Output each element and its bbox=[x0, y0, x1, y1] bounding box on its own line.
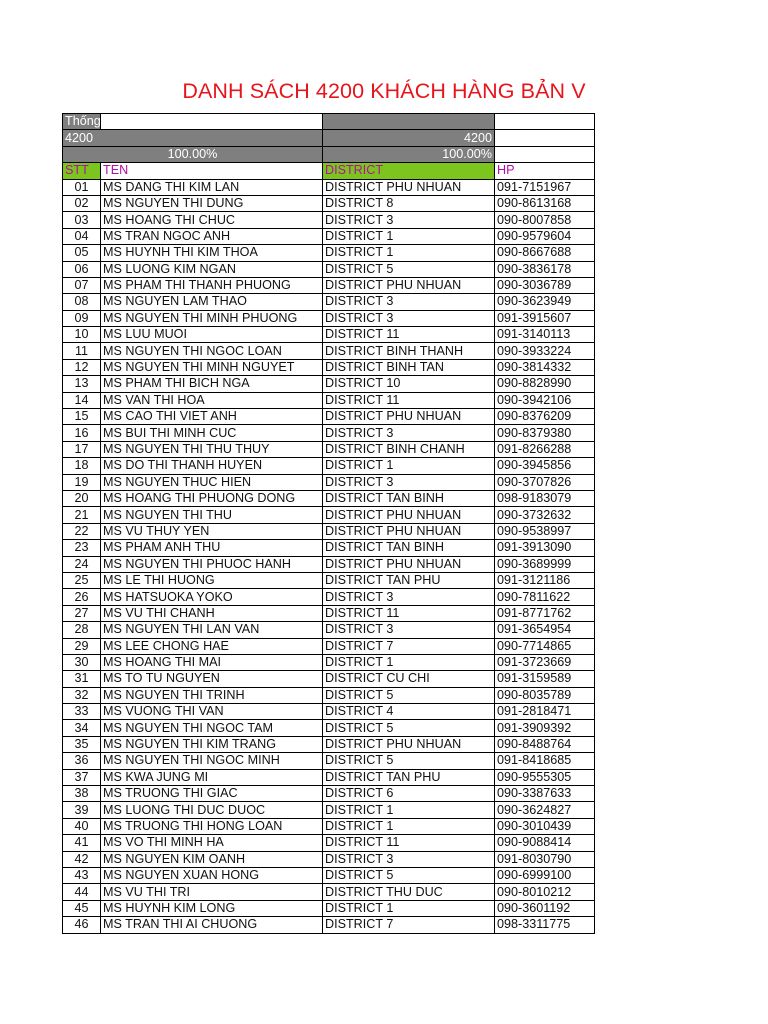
cell-stt: 36 bbox=[63, 753, 101, 769]
table-row bbox=[63, 392, 595, 408]
cell-district: DISTRICT 1 bbox=[323, 818, 495, 834]
cell-name: MS VU THI CHANH bbox=[101, 605, 323, 621]
cell-name: MS PHAM THI THANH PHUONG bbox=[101, 277, 323, 293]
cell-phone: 090-3036789 bbox=[495, 277, 595, 293]
cell-name: MS HOANG THI MAI bbox=[101, 654, 323, 670]
table-row bbox=[63, 671, 595, 687]
cell-stt: 04 bbox=[63, 228, 101, 244]
cell-phone: 091-3159589 bbox=[495, 671, 595, 687]
stats-blank-cell bbox=[323, 114, 495, 130]
cell-stt: 02 bbox=[63, 195, 101, 211]
cell-name: MS HATSUOKA YOKO bbox=[101, 589, 323, 605]
cell-stt: 15 bbox=[63, 409, 101, 425]
cell-district: DISTRICT 3 bbox=[323, 212, 495, 228]
table-row bbox=[63, 310, 595, 326]
stats-blank-cell bbox=[495, 130, 595, 146]
cell-stt: 12 bbox=[63, 359, 101, 375]
cell-stt: 29 bbox=[63, 638, 101, 654]
cell-phone: 090-7811622 bbox=[495, 589, 595, 605]
cell-name: MS VAN THI HOA bbox=[101, 392, 323, 408]
cell-district: DISTRICT 3 bbox=[323, 851, 495, 867]
table-row bbox=[63, 572, 595, 588]
cell-stt: 43 bbox=[63, 867, 101, 883]
cell-name: MS TO TU NGUYEN bbox=[101, 671, 323, 687]
table-row bbox=[63, 851, 595, 867]
cell-district: DISTRICT 1 bbox=[323, 654, 495, 670]
table-row bbox=[63, 376, 595, 392]
cell-district: DISTRICT 3 bbox=[323, 310, 495, 326]
cell-phone: 090-7714865 bbox=[495, 638, 595, 654]
cell-phone: 091-7151967 bbox=[495, 179, 595, 195]
cell-stt: 16 bbox=[63, 425, 101, 441]
table-row bbox=[63, 867, 595, 883]
cell-district: DISTRICT 7 bbox=[323, 638, 495, 654]
cell-name: MS LUONG THI DUC DUOC bbox=[101, 802, 323, 818]
cell-stt: 42 bbox=[63, 851, 101, 867]
table-row bbox=[63, 228, 595, 244]
cell-district: DISTRICT 3 bbox=[323, 294, 495, 310]
cell-stt: 17 bbox=[63, 441, 101, 457]
cell-name: MS LEE CHONG HAE bbox=[101, 638, 323, 654]
cell-phone: 090-8667688 bbox=[495, 245, 595, 261]
cell-stt: 11 bbox=[63, 343, 101, 359]
cell-name: MS NGUYEN XUAN HONG bbox=[101, 867, 323, 883]
cell-district: DISTRICT TAN BINH bbox=[323, 490, 495, 506]
cell-district: DISTRICT BINH THANH bbox=[323, 343, 495, 359]
cell-stt: 01 bbox=[63, 179, 101, 195]
stats-percent-row bbox=[63, 146, 595, 162]
cell-district: DISTRICT 1 bbox=[323, 245, 495, 261]
cell-phone: 091-8418685 bbox=[495, 753, 595, 769]
cell-name: MS NGUYEN THI NGOC TAM bbox=[101, 720, 323, 736]
cell-name: MS NGUYEN THI TRINH bbox=[101, 687, 323, 703]
cell-stt: 27 bbox=[63, 605, 101, 621]
cell-district: DISTRICT BINH CHANH bbox=[323, 441, 495, 457]
cell-name: MS LE THI HUONG bbox=[101, 572, 323, 588]
cell-name: MS NGUYEN THI KIM TRANG bbox=[101, 736, 323, 752]
stats-percent-right: 100.00% bbox=[323, 146, 495, 162]
cell-phone: 090-3836178 bbox=[495, 261, 595, 277]
cell-stt: 38 bbox=[63, 786, 101, 802]
table-row bbox=[63, 769, 595, 785]
cell-phone: 090-3623949 bbox=[495, 294, 595, 310]
cell-stt: 41 bbox=[63, 835, 101, 851]
cell-district: DISTRICT PHU NHUAN bbox=[323, 556, 495, 572]
cell-district: DISTRICT 5 bbox=[323, 753, 495, 769]
cell-phone: 090-3010439 bbox=[495, 818, 595, 834]
cell-name: MS DANG THI KIM LAN bbox=[101, 179, 323, 195]
cell-phone: 091-3654954 bbox=[495, 622, 595, 638]
cell-phone: 090-3387633 bbox=[495, 786, 595, 802]
table-row bbox=[63, 294, 595, 310]
table-row bbox=[63, 425, 595, 441]
cell-stt: 40 bbox=[63, 818, 101, 834]
cell-name: MS NGUYEN LAM THAO bbox=[101, 294, 323, 310]
cell-stt: 18 bbox=[63, 458, 101, 474]
cell-phone: 090-8379380 bbox=[495, 425, 595, 441]
table-row bbox=[63, 277, 595, 293]
stats-count-left: 4200 bbox=[63, 130, 323, 146]
cell-phone: 091-2818471 bbox=[495, 704, 595, 720]
table-row bbox=[63, 802, 595, 818]
cell-phone: 090-3814332 bbox=[495, 359, 595, 375]
cell-phone: 091-8266288 bbox=[495, 441, 595, 457]
table-row bbox=[63, 786, 595, 802]
cell-phone: 090-8488764 bbox=[495, 736, 595, 752]
cell-district: DISTRICT PHU NHUAN bbox=[323, 409, 495, 425]
cell-district: DISTRICT PHU NHUAN bbox=[323, 277, 495, 293]
cell-district: DISTRICT 4 bbox=[323, 704, 495, 720]
cell-district: DISTRICT CU CHI bbox=[323, 671, 495, 687]
header-hp: HP bbox=[495, 163, 595, 179]
customer-table bbox=[62, 113, 595, 934]
cell-phone: 090-8007858 bbox=[495, 212, 595, 228]
cell-phone: 091-3915607 bbox=[495, 310, 595, 326]
cell-name: MS NGUYEN THUC HIEN bbox=[101, 474, 323, 490]
cell-stt: 23 bbox=[63, 540, 101, 556]
table-row bbox=[63, 474, 595, 490]
stats-blank-cell bbox=[495, 114, 595, 130]
table-row bbox=[63, 622, 595, 638]
cell-name: MS NGUYEN THI NGOC MINH bbox=[101, 753, 323, 769]
cell-stt: 45 bbox=[63, 900, 101, 916]
cell-name: MS HUYNH THI KIM THOA bbox=[101, 245, 323, 261]
cell-district: DISTRICT 1 bbox=[323, 458, 495, 474]
cell-name: MS VU THUY YEN bbox=[101, 523, 323, 539]
table-row bbox=[63, 835, 595, 851]
cell-name: MS TRUONG THI GIAC bbox=[101, 786, 323, 802]
cell-name: MS PHAM THI BICH NGA bbox=[101, 376, 323, 392]
table-row bbox=[63, 490, 595, 506]
table-row bbox=[63, 589, 595, 605]
cell-stt: 30 bbox=[63, 654, 101, 670]
cell-name: MS NGUYEN THI NGOC LOAN bbox=[101, 343, 323, 359]
cell-district: DISTRICT 11 bbox=[323, 835, 495, 851]
cell-district: DISTRICT PHU NHUAN bbox=[323, 507, 495, 523]
table-row bbox=[63, 409, 595, 425]
page-title: DANH SÁCH 4200 KHÁCH HÀNG BẢN V bbox=[182, 79, 586, 103]
cell-name: MS HOANG THI CHUC bbox=[101, 212, 323, 228]
cell-district: DISTRICT PHU NHUAN bbox=[323, 179, 495, 195]
table-row bbox=[63, 261, 595, 277]
cell-phone: 090-3942106 bbox=[495, 392, 595, 408]
cell-name: MS NGUYEN THI MINH PHUONG bbox=[101, 310, 323, 326]
cell-phone: 091-3913090 bbox=[495, 540, 595, 556]
cell-stt: 21 bbox=[63, 507, 101, 523]
cell-phone: 090-3732632 bbox=[495, 507, 595, 523]
cell-name: MS HUYNH KIM LONG bbox=[101, 900, 323, 916]
cell-district: DISTRICT 3 bbox=[323, 425, 495, 441]
cell-name: MS NGUYEN THI LAN VAN bbox=[101, 622, 323, 638]
table-row bbox=[63, 900, 595, 916]
stats-count-right: 4200 bbox=[323, 130, 495, 146]
cell-phone: 090-3624827 bbox=[495, 802, 595, 818]
cell-district: DISTRICT PHU NHUAN bbox=[323, 736, 495, 752]
cell-district: DISTRICT 5 bbox=[323, 261, 495, 277]
table-row bbox=[63, 753, 595, 769]
cell-district: DISTRICT 1 bbox=[323, 228, 495, 244]
table-row bbox=[63, 195, 595, 211]
cell-district: DISTRICT 5 bbox=[323, 687, 495, 703]
cell-stt: 44 bbox=[63, 884, 101, 900]
cell-phone: 090-8010212 bbox=[495, 884, 595, 900]
cell-name: MS VUONG THI VAN bbox=[101, 704, 323, 720]
cell-phone: 090-3689999 bbox=[495, 556, 595, 572]
cell-name: MS BUI THI MINH CUC bbox=[101, 425, 323, 441]
cell-district: DISTRICT TAN PHU bbox=[323, 769, 495, 785]
cell-phone: 090-9579604 bbox=[495, 228, 595, 244]
table-row bbox=[63, 917, 595, 933]
cell-name: MS CAO THI VIET ANH bbox=[101, 409, 323, 425]
table-row bbox=[63, 245, 595, 261]
cell-phone: 091-8030790 bbox=[495, 851, 595, 867]
cell-phone: 098-9183079 bbox=[495, 490, 595, 506]
cell-phone: 090-8613168 bbox=[495, 195, 595, 211]
cell-district: DISTRICT 10 bbox=[323, 376, 495, 392]
cell-district: DISTRICT 5 bbox=[323, 720, 495, 736]
cell-stt: 34 bbox=[63, 720, 101, 736]
cell-district: DISTRICT BINH TAN bbox=[323, 359, 495, 375]
cell-stt: 10 bbox=[63, 327, 101, 343]
cell-phone: 090-3945856 bbox=[495, 458, 595, 474]
table-row bbox=[63, 884, 595, 900]
cell-stt: 46 bbox=[63, 917, 101, 933]
table-row bbox=[63, 359, 595, 375]
cell-name: MS VU THI TRI bbox=[101, 884, 323, 900]
cell-stt: 05 bbox=[63, 245, 101, 261]
cell-district: DISTRICT 1 bbox=[323, 802, 495, 818]
cell-phone: 090-9538997 bbox=[495, 523, 595, 539]
cell-phone: 090-8828990 bbox=[495, 376, 595, 392]
cell-name: MS VO THI MINH HA bbox=[101, 835, 323, 851]
table-row bbox=[63, 638, 595, 654]
cell-district: DISTRICT 7 bbox=[323, 917, 495, 933]
table-row bbox=[63, 556, 595, 572]
table-header-row bbox=[63, 163, 595, 179]
cell-stt: 32 bbox=[63, 687, 101, 703]
cell-district: DISTRICT TAN PHU bbox=[323, 572, 495, 588]
table-row bbox=[63, 458, 595, 474]
table-row bbox=[63, 704, 595, 720]
table-row bbox=[63, 687, 595, 703]
stats-count-row bbox=[63, 130, 595, 146]
stats-label: Thống kê/Tỷ lệ bbox=[63, 114, 101, 130]
cell-district: DISTRICT 11 bbox=[323, 392, 495, 408]
cell-stt: 14 bbox=[63, 392, 101, 408]
cell-name: MS LUONG KIM NGAN bbox=[101, 261, 323, 277]
cell-name: MS TRAN THI AI CHUONG bbox=[101, 917, 323, 933]
cell-phone: 090-6999100 bbox=[495, 867, 595, 883]
table-row bbox=[63, 736, 595, 752]
cell-phone: 098-3311775 bbox=[495, 917, 595, 933]
cell-name: MS NGUYEN KIM OANH bbox=[101, 851, 323, 867]
cell-name: MS DO THI THANH HUYEN bbox=[101, 458, 323, 474]
cell-stt: 13 bbox=[63, 376, 101, 392]
cell-phone: 091-8771762 bbox=[495, 605, 595, 621]
cell-name: MS NGUYEN THI THU bbox=[101, 507, 323, 523]
cell-phone: 090-8035789 bbox=[495, 687, 595, 703]
table-row bbox=[63, 540, 595, 556]
cell-phone: 091-3909392 bbox=[495, 720, 595, 736]
cell-district: DISTRICT 11 bbox=[323, 605, 495, 621]
cell-name: MS TRUONG THI HONG LOAN bbox=[101, 818, 323, 834]
cell-phone: 091-3140113 bbox=[495, 327, 595, 343]
cell-district: DISTRICT 3 bbox=[323, 622, 495, 638]
cell-district: DISTRICT 3 bbox=[323, 589, 495, 605]
cell-district: DISTRICT 6 bbox=[323, 786, 495, 802]
table-row bbox=[63, 212, 595, 228]
header-district: DISTRICT bbox=[323, 163, 495, 179]
cell-stt: 09 bbox=[63, 310, 101, 326]
cell-phone: 091-3121186 bbox=[495, 572, 595, 588]
cell-stt: 26 bbox=[63, 589, 101, 605]
cell-district: DISTRICT PHU NHUAN bbox=[323, 523, 495, 539]
cell-stt: 25 bbox=[63, 572, 101, 588]
cell-name: MS KWA JUNG MI bbox=[101, 769, 323, 785]
cell-stt: 06 bbox=[63, 261, 101, 277]
cell-name: MS PHAM ANH THU bbox=[101, 540, 323, 556]
cell-name: MS TRAN NGOC ANH bbox=[101, 228, 323, 244]
table-row bbox=[63, 720, 595, 736]
cell-phone: 090-3933224 bbox=[495, 343, 595, 359]
table-row bbox=[63, 343, 595, 359]
cell-stt: 19 bbox=[63, 474, 101, 490]
cell-district: DISTRICT 11 bbox=[323, 327, 495, 343]
table-row bbox=[63, 507, 595, 523]
table-row bbox=[63, 179, 595, 195]
stats-percent-left: 100.00% bbox=[63, 146, 323, 162]
cell-stt: 28 bbox=[63, 622, 101, 638]
stats-label-row bbox=[63, 114, 595, 130]
cell-stt: 08 bbox=[63, 294, 101, 310]
cell-stt: 22 bbox=[63, 523, 101, 539]
cell-stt: 37 bbox=[63, 769, 101, 785]
header-ten: TEN bbox=[101, 163, 323, 179]
table-row bbox=[63, 441, 595, 457]
cell-phone: 090-8376209 bbox=[495, 409, 595, 425]
cell-stt: 24 bbox=[63, 556, 101, 572]
cell-name: MS HOANG THI PHUONG DONG bbox=[101, 490, 323, 506]
cell-name: MS NGUYEN THI PHUOC HANH bbox=[101, 556, 323, 572]
cell-district: DISTRICT TAN BINH bbox=[323, 540, 495, 556]
table-row bbox=[63, 654, 595, 670]
table-row bbox=[63, 818, 595, 834]
cell-stt: 39 bbox=[63, 802, 101, 818]
cell-district: DISTRICT 8 bbox=[323, 195, 495, 211]
cell-district: DISTRICT 3 bbox=[323, 474, 495, 490]
cell-stt: 03 bbox=[63, 212, 101, 228]
cell-district: DISTRICT 5 bbox=[323, 867, 495, 883]
table-row bbox=[63, 605, 595, 621]
cell-name: MS LUU MUOI bbox=[101, 327, 323, 343]
cell-name: MS NGUYEN THI DUNG bbox=[101, 195, 323, 211]
cell-phone: 090-9088414 bbox=[495, 835, 595, 851]
cell-stt: 33 bbox=[63, 704, 101, 720]
cell-stt: 35 bbox=[63, 736, 101, 752]
cell-stt: 31 bbox=[63, 671, 101, 687]
cell-stt: 20 bbox=[63, 490, 101, 506]
cell-district: DISTRICT THU DUC bbox=[323, 884, 495, 900]
cell-stt: 07 bbox=[63, 277, 101, 293]
table-row bbox=[63, 523, 595, 539]
cell-phone: 090-9555305 bbox=[495, 769, 595, 785]
cell-phone: 091-3723669 bbox=[495, 654, 595, 670]
table-row bbox=[63, 327, 595, 343]
cell-name: MS NGUYEN THI THU THUY bbox=[101, 441, 323, 457]
cell-district: DISTRICT 1 bbox=[323, 900, 495, 916]
cell-phone: 090-3707826 bbox=[495, 474, 595, 490]
stats-blank-cell bbox=[495, 146, 595, 162]
header-stt: STT bbox=[63, 163, 101, 179]
cell-phone: 090-3601192 bbox=[495, 900, 595, 916]
cell-name: MS NGUYEN THI MINH NGUYET bbox=[101, 359, 323, 375]
